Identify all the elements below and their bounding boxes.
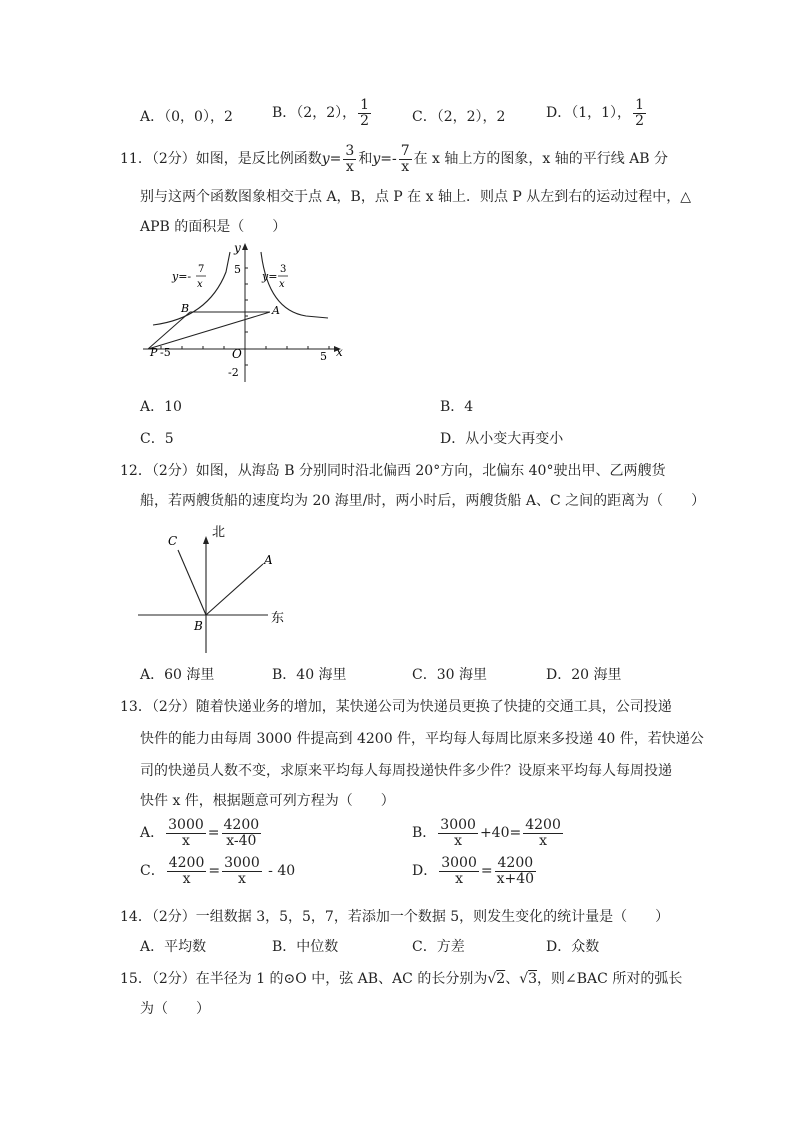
q11-option-c: C．5 xyxy=(140,431,174,447)
q15-line-1: 15．（2分）在半径为 1 的⊙O 中，弦 AB、AC 的长分别为√2、√3，则∠BAC 所对的弧长 xyxy=(120,971,683,987)
q12-figure xyxy=(138,518,298,658)
q14-option-a: A．平均数 xyxy=(140,939,207,955)
q10-option-b: B．（2，2）， $\frac{1}{2}$ xyxy=(272,97,370,129)
q13-option-a: A． $\frac{3000}{x}$ = $\frac{4200}{x-40}$ xyxy=(140,817,260,849)
tick-label-5x: 5 xyxy=(320,350,327,363)
segment-pb xyxy=(148,312,190,349)
label-p: P xyxy=(150,346,158,359)
q10-option-d: D．（1，1）， $\frac{1}{2}$ xyxy=(546,97,644,129)
fraction: $\frac{3}{x}$ xyxy=(345,143,355,175)
q13-line-2: 快件的能力由每周 3000 件提高到 4200 件，平均每人每周比原来多投递 40 件，若快递公 xyxy=(140,731,704,747)
y-axis-arrow xyxy=(242,243,248,250)
q11-option-b: B．4 xyxy=(440,399,474,415)
q13-option-c: C． $\frac{4200}{x}$ = $\frac{3000}{x}$ - 40 xyxy=(140,855,296,887)
q13-line-4: 快件 x 件，根据题意可列方程为（ ） xyxy=(140,793,395,809)
label-y: y xyxy=(234,241,241,255)
q12-option-b: B．40 海里 xyxy=(272,667,347,683)
tick-label-neg5: -5 xyxy=(160,346,171,359)
q13-option-d: D． $\frac{3000}{x}$ = $\frac{4200}{x+40}$ xyxy=(412,855,535,887)
label-x: x xyxy=(336,345,343,359)
q11-option-a: A．10 xyxy=(140,399,182,415)
label-b: B xyxy=(181,302,190,315)
fraction: $\frac{1}{2}$ xyxy=(635,97,644,129)
q12-option-a: A．60 海里 xyxy=(140,667,215,683)
q11-line-2: 别与这两个函数图象相交于点 A，B，点 P 在 x 轴上．则点 P 从左到右的运动过程中，△ xyxy=(140,189,692,205)
label-east: 东 xyxy=(271,611,285,626)
north-arrow xyxy=(203,536,209,544)
q11-option-d: D．从小变大再变小 xyxy=(440,431,564,447)
label-b: B xyxy=(194,619,203,633)
tick-label-neg2: -2 xyxy=(228,366,239,379)
eq-right-num: 3 xyxy=(280,264,287,275)
eq-left-prefix: y=- xyxy=(172,270,192,283)
segment-pa xyxy=(148,312,270,349)
q12-option-d: D．20 海里 xyxy=(546,667,622,683)
q11-graph xyxy=(138,240,358,385)
label-a: A xyxy=(264,553,273,567)
label-north: 北 xyxy=(212,525,226,540)
q10-option-c: C．（2，2），2 xyxy=(412,109,506,125)
q12-line-2: 船，若两艘货船的速度均为 20 海里/时，两小时后，两艘货船 A、C 之间的距离为（ ） xyxy=(140,493,706,509)
q12-option-c: C．30 海里 xyxy=(412,667,487,683)
label-c: C xyxy=(168,534,178,548)
tick-label-5y: 5 xyxy=(234,263,241,276)
q13-option-b: B． $\frac{3000}{x}$ +40= $\frac{4200}{x}$ xyxy=(412,817,561,849)
fraction: $\frac{1}{2}$ xyxy=(360,97,370,129)
q14-line-1: 14．（2分）一组数据 3，5，5，7，若添加一个数据 5，则发生变化的统计量是（ ） xyxy=(120,909,670,925)
curve-neg7-over-x xyxy=(153,252,230,325)
ray-ba xyxy=(206,564,263,615)
q12-line-1: 12．（2分）如图，从海岛 B 分别同时沿北偏西 20°方向，北偏东 40°驶出甲、乙两艘货 xyxy=(120,463,666,479)
q13-line-1: 13．（2分）随着快递业务的增加，某快递公司为快递员更换了快捷的交通工具，公司投递 xyxy=(120,699,672,715)
eq-right-prefix: y= xyxy=(262,270,278,283)
ray-bc xyxy=(178,550,206,615)
label-a: A xyxy=(272,304,280,317)
eq-left-den: x xyxy=(197,279,203,290)
q11-line-3: APB 的面积是（ ） xyxy=(140,219,287,235)
q14-option-c: C．方差 xyxy=(412,939,465,955)
q14-option-b: B．中位数 xyxy=(272,939,339,955)
sqrt-symbol: √ xyxy=(487,971,497,987)
q15-line-2: 为（ ） xyxy=(140,1001,210,1017)
eq-left-num: 7 xyxy=(198,264,205,275)
sqrt-symbol: √ xyxy=(519,971,529,987)
q14-option-d: D．众数 xyxy=(546,939,600,955)
label-origin: O xyxy=(232,347,242,361)
fraction: $\frac{7}{x}$ xyxy=(400,143,410,175)
q10-option-a: A．（0，0），2 xyxy=(140,109,233,125)
q11-line-1: 11．（2分）如图，是反比例函数y= $\frac{3}{x}$ 和y=- $\frac{7}{x}$ 在 x 轴上方的图象，x 轴的平行线 AB 分 xyxy=(120,143,669,175)
q13-line-3: 司的快递员人数不变，求原来平均每人每周投递快件多少件？设原来平均每人每周投递 xyxy=(140,763,672,779)
eq-right-den: x xyxy=(279,279,285,290)
